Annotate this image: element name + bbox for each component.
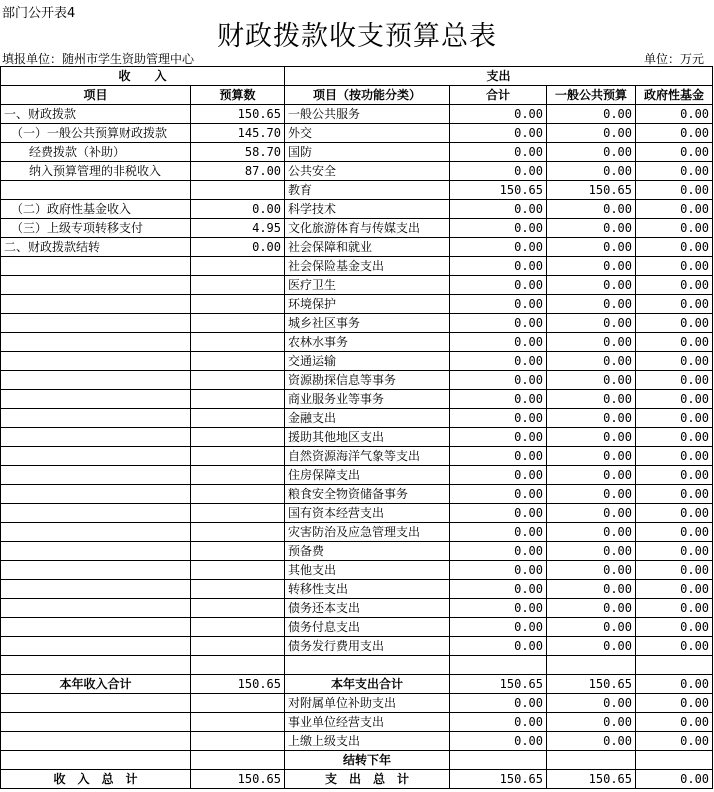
income-value <box>191 751 285 770</box>
header-row-2 <box>1 86 713 105</box>
expense-item: 援助其他地区支出 <box>285 428 450 447</box>
expense-general: 0.00 <box>547 352 636 371</box>
currency-unit: 单位：万元 <box>643 52 704 66</box>
expense-total: 0.00 <box>450 485 547 504</box>
expense-total: 0.00 <box>450 447 547 466</box>
expense-item: 教育 <box>285 181 450 200</box>
income-year-total-label: 本年收入合计 <box>1 675 191 694</box>
expense-grand-total-label: 支 出 总 计 <box>285 770 450 789</box>
expense-fund: 0.00 <box>636 713 713 732</box>
expense-total: 0.00 <box>450 466 547 485</box>
expense-fund: 0.00 <box>636 295 713 314</box>
expense-general: 0.00 <box>547 523 636 542</box>
expense-general: 0.00 <box>547 409 636 428</box>
income-item <box>1 542 191 561</box>
table-row <box>1 523 713 542</box>
table-row <box>1 637 713 656</box>
expense-item: 债务付息支出 <box>285 618 450 637</box>
expense-fund: 0.00 <box>636 333 713 352</box>
expense-general: 0.00 <box>547 732 636 751</box>
expense-fund: 0.00 <box>636 390 713 409</box>
table-row <box>1 390 713 409</box>
income-grand-total-label: 收 入 总 计 <box>1 770 191 789</box>
expense-total: 0.00 <box>450 143 547 162</box>
expense-total: 0.00 <box>450 694 547 713</box>
income-item <box>1 409 191 428</box>
income-value <box>191 504 285 523</box>
income-item <box>1 561 191 580</box>
income-item <box>1 352 191 371</box>
table-row <box>1 238 713 257</box>
expense-fund: 0.00 <box>636 466 713 485</box>
income-value: 4.95 <box>191 219 285 238</box>
expense-total: 0.00 <box>450 428 547 447</box>
expense-total: 0.00 <box>450 162 547 181</box>
income-value <box>191 732 285 751</box>
income-value: 58.70 <box>191 143 285 162</box>
income-item <box>1 599 191 618</box>
expense-fund <box>636 751 713 770</box>
income-value: 145.70 <box>191 124 285 143</box>
expense-item: 公共安全 <box>285 162 450 181</box>
expense-total: 0.00 <box>450 580 547 599</box>
expense-fund <box>636 656 713 675</box>
income-value <box>191 694 285 713</box>
income-item <box>1 428 191 447</box>
expense-header: 支出 <box>285 67 713 86</box>
expense-general: 0.00 <box>547 447 636 466</box>
income-item <box>1 485 191 504</box>
expense-item: 交通运输 <box>285 352 450 371</box>
expense-total: 0.00 <box>450 732 547 751</box>
expense-item: 对附属单位补助支出 <box>285 694 450 713</box>
income-value: 0.00 <box>191 200 285 219</box>
table-row <box>1 428 713 447</box>
expense-general: 0.00 <box>547 238 636 257</box>
income-value <box>191 580 285 599</box>
income-header: 收 入 <box>1 67 285 86</box>
income-item <box>1 466 191 485</box>
expense-general: 0.00 <box>547 276 636 295</box>
income-value <box>191 637 285 656</box>
income-value <box>191 390 285 409</box>
expense-fund: 0.00 <box>636 219 713 238</box>
carry-label: 结转下年 <box>285 751 450 770</box>
expense-general: 0.00 <box>547 124 636 143</box>
expense-fund: 0.00 <box>636 637 713 656</box>
expense-year-total-label: 本年支出合计 <box>285 675 450 694</box>
expense-general: 0.00 <box>547 466 636 485</box>
expense-fund: 0.00 <box>636 618 713 637</box>
expense-grand-fund: 0.00 <box>636 770 713 789</box>
table-row <box>1 561 713 580</box>
income-grand-total-value: 150.65 <box>191 770 285 789</box>
expense-item: 债务还本支出 <box>285 599 450 618</box>
expense-fund: 0.00 <box>636 314 713 333</box>
table-row <box>1 504 713 523</box>
table-row <box>1 447 713 466</box>
income-value <box>191 428 285 447</box>
income-item: （三）上级专项转移支付 <box>1 219 191 238</box>
expense-total: 0.00 <box>450 713 547 732</box>
income-item <box>1 637 191 656</box>
income-item <box>1 504 191 523</box>
expense-year-general: 150.65 <box>547 675 636 694</box>
table-row <box>1 352 713 371</box>
expense-year-total: 150.65 <box>450 675 547 694</box>
expense-item: 预备费 <box>285 542 450 561</box>
expense-total: 0.00 <box>450 238 547 257</box>
income-value <box>191 276 285 295</box>
income-value <box>191 371 285 390</box>
income-item <box>1 694 191 713</box>
income-item <box>1 295 191 314</box>
income-value <box>191 447 285 466</box>
income-item: 一、财政拨款 <box>1 105 191 124</box>
income-item <box>1 276 191 295</box>
table-row <box>1 656 713 675</box>
expense-general: 0.00 <box>547 580 636 599</box>
table-row <box>1 580 713 599</box>
income-value <box>191 409 285 428</box>
income-item <box>1 523 191 542</box>
expense-item: 一般公共服务 <box>285 105 450 124</box>
table-row <box>1 542 713 561</box>
expense-item: 事业单位经营支出 <box>285 713 450 732</box>
expense-item: 环境保护 <box>285 295 450 314</box>
income-value <box>191 181 285 200</box>
expense-item: 国防 <box>285 143 450 162</box>
expense-fund: 0.00 <box>636 599 713 618</box>
income-value <box>191 713 285 732</box>
income-value: 87.00 <box>191 162 285 181</box>
income-item: （一）一般公共预算财政拨款 <box>1 124 191 143</box>
expense-general: 0.00 <box>547 485 636 504</box>
col-fund: 政府性基金 <box>636 86 713 105</box>
table-row <box>1 618 713 637</box>
grand-total-row <box>1 770 713 789</box>
expense-year-fund: 0.00 <box>636 675 713 694</box>
expense-general: 0.00 <box>547 561 636 580</box>
expense-item: 医疗卫生 <box>285 276 450 295</box>
expense-item: 国有资本经营支出 <box>285 504 450 523</box>
table-row <box>1 143 713 162</box>
table-row <box>1 295 713 314</box>
table-row <box>1 599 713 618</box>
income-value <box>191 618 285 637</box>
expense-fund: 0.00 <box>636 238 713 257</box>
income-item <box>1 713 191 732</box>
carry-row <box>1 751 713 770</box>
expense-general: 0.00 <box>547 219 636 238</box>
income-item: 纳入预算管理的非税收入 <box>1 162 191 181</box>
expense-item: 资源勘探信息等事务 <box>285 371 450 390</box>
table-row <box>1 314 713 333</box>
expense-general: 0.00 <box>547 694 636 713</box>
income-item <box>1 732 191 751</box>
expense-item <box>285 656 450 675</box>
expense-general: 150.65 <box>547 181 636 200</box>
income-value: 150.65 <box>191 105 285 124</box>
table-row <box>1 105 713 124</box>
expense-general: 0.00 <box>547 371 636 390</box>
expense-total: 0.00 <box>450 390 547 409</box>
income-value <box>191 485 285 504</box>
expense-item: 住房保障支出 <box>285 466 450 485</box>
income-value <box>191 352 285 371</box>
expense-general: 0.00 <box>547 504 636 523</box>
expense-total: 0.00 <box>450 352 547 371</box>
expense-general: 0.00 <box>547 618 636 637</box>
expense-total: 0.00 <box>450 276 547 295</box>
income-value <box>191 257 285 276</box>
table-row <box>1 371 713 390</box>
income-item <box>1 618 191 637</box>
expense-fund: 0.00 <box>636 162 713 181</box>
expense-total: 0.00 <box>450 618 547 637</box>
expense-item: 外交 <box>285 124 450 143</box>
expense-general: 0.00 <box>547 428 636 447</box>
expense-general: 0.00 <box>547 333 636 352</box>
income-value <box>191 295 285 314</box>
table-number: 部门公开表4 <box>2 6 76 21</box>
expense-fund: 0.00 <box>636 485 713 504</box>
income-item: （二）政府性基金收入 <box>1 200 191 219</box>
expense-item: 灾害防治及应急管理支出 <box>285 523 450 542</box>
income-item <box>1 257 191 276</box>
expense-general: 0.00 <box>547 637 636 656</box>
expense-general: 0.00 <box>547 105 636 124</box>
expense-item: 商业服务业等事务 <box>285 390 450 409</box>
expense-total: 0.00 <box>450 257 547 276</box>
expense-general: 0.00 <box>547 143 636 162</box>
expense-total: 0.00 <box>450 561 547 580</box>
expense-fund: 0.00 <box>636 732 713 751</box>
income-item <box>1 181 191 200</box>
expense-total: 0.00 <box>450 542 547 561</box>
expense-total: 0.00 <box>450 409 547 428</box>
expense-fund: 0.00 <box>636 105 713 124</box>
expense-general: 0.00 <box>547 257 636 276</box>
income-item <box>1 390 191 409</box>
budget-table <box>0 66 713 789</box>
income-item: 二、财政拨款结转 <box>1 238 191 257</box>
expense-grand-total: 150.65 <box>450 770 547 789</box>
table-row <box>1 276 713 295</box>
page-title: 财政拨款收支预算总表 <box>217 21 497 52</box>
table-row <box>1 409 713 428</box>
expense-item: 社会保险基金支出 <box>285 257 450 276</box>
income-item <box>1 751 191 770</box>
col-item-func: 项目（按功能分类） <box>285 86 450 105</box>
expense-total: 0.00 <box>450 599 547 618</box>
expense-fund: 0.00 <box>636 257 713 276</box>
expense-grand-general: 150.65 <box>547 770 636 789</box>
expense-general: 0.00 <box>547 200 636 219</box>
expense-total: 0.00 <box>450 333 547 352</box>
expense-item: 其他支出 <box>285 561 450 580</box>
expense-total: 150.65 <box>450 181 547 200</box>
table-row <box>1 200 713 219</box>
expense-general: 0.00 <box>547 599 636 618</box>
col-general: 一般公共预算 <box>547 86 636 105</box>
expense-general: 0.00 <box>547 162 636 181</box>
expense-item: 文化旅游体育与传媒支出 <box>285 219 450 238</box>
expense-general: 0.00 <box>547 390 636 409</box>
expense-total: 0.00 <box>450 295 547 314</box>
income-value: 0.00 <box>191 238 285 257</box>
expense-item: 农林水事务 <box>285 333 450 352</box>
income-item <box>1 656 191 675</box>
income-value <box>191 656 285 675</box>
income-value <box>191 333 285 352</box>
expense-fund: 0.00 <box>636 143 713 162</box>
expense-fund: 0.00 <box>636 200 713 219</box>
expense-total <box>450 656 547 675</box>
table-row <box>1 124 713 143</box>
expense-fund: 0.00 <box>636 276 713 295</box>
expense-total: 0.00 <box>450 637 547 656</box>
income-item <box>1 580 191 599</box>
income-value <box>191 466 285 485</box>
income-item <box>1 314 191 333</box>
income-item <box>1 371 191 390</box>
table-row <box>1 219 713 238</box>
header-row-1 <box>1 67 713 86</box>
expense-item: 金融支出 <box>285 409 450 428</box>
expense-fund: 0.00 <box>636 561 713 580</box>
expense-total: 0.00 <box>450 371 547 390</box>
expense-general: 0.00 <box>547 542 636 561</box>
expense-item: 粮食安全物资储备事务 <box>285 485 450 504</box>
expense-fund: 0.00 <box>636 504 713 523</box>
expense-fund: 0.00 <box>636 428 713 447</box>
table-row <box>1 713 713 732</box>
expense-total: 0.00 <box>450 105 547 124</box>
col-total: 合计 <box>450 86 547 105</box>
expense-fund: 0.00 <box>636 523 713 542</box>
expense-total: 0.00 <box>450 219 547 238</box>
expense-fund: 0.00 <box>636 124 713 143</box>
expense-item: 债务发行费用支出 <box>285 637 450 656</box>
table-row <box>1 333 713 352</box>
expense-total <box>450 751 547 770</box>
table-row <box>1 162 713 181</box>
expense-fund: 0.00 <box>636 409 713 428</box>
income-value <box>191 599 285 618</box>
expense-total: 0.00 <box>450 523 547 542</box>
expense-total: 0.00 <box>450 200 547 219</box>
expense-general: 0.00 <box>547 713 636 732</box>
income-item: 经费拨款（补助） <box>1 143 191 162</box>
expense-fund: 0.00 <box>636 694 713 713</box>
expense-item: 上缴上级支出 <box>285 732 450 751</box>
col-budget: 预算数 <box>191 86 285 105</box>
table-row <box>1 694 713 713</box>
expense-fund: 0.00 <box>636 371 713 390</box>
expense-item: 社会保障和就业 <box>285 238 450 257</box>
income-value <box>191 561 285 580</box>
expense-item: 转移性支出 <box>285 580 450 599</box>
expense-total: 0.00 <box>450 314 547 333</box>
expense-fund: 0.00 <box>636 447 713 466</box>
expense-total: 0.00 <box>450 504 547 523</box>
reporting-unit: 填报单位：随州市学生资助管理中心 <box>2 52 195 66</box>
expense-item: 城乡社区事务 <box>285 314 450 333</box>
year-total-row <box>1 675 713 694</box>
income-value <box>191 542 285 561</box>
expense-item: 自然资源海洋气象等支出 <box>285 447 450 466</box>
table-row <box>1 257 713 276</box>
expense-general <box>547 751 636 770</box>
income-item <box>1 447 191 466</box>
expense-fund: 0.00 <box>636 181 713 200</box>
income-item <box>1 333 191 352</box>
table-row <box>1 485 713 504</box>
expense-general: 0.00 <box>547 295 636 314</box>
table-row <box>1 732 713 751</box>
income-value <box>191 523 285 542</box>
table-row <box>1 181 713 200</box>
income-year-total-value: 150.65 <box>191 675 285 694</box>
expense-total: 0.00 <box>450 124 547 143</box>
col-item: 项目 <box>1 86 191 105</box>
expense-fund: 0.00 <box>636 352 713 371</box>
expense-general: 0.00 <box>547 314 636 333</box>
expense-general <box>547 656 636 675</box>
table-row <box>1 466 713 485</box>
expense-fund: 0.00 <box>636 542 713 561</box>
income-value <box>191 314 285 333</box>
expense-item: 科学技术 <box>285 200 450 219</box>
expense-fund: 0.00 <box>636 580 713 599</box>
